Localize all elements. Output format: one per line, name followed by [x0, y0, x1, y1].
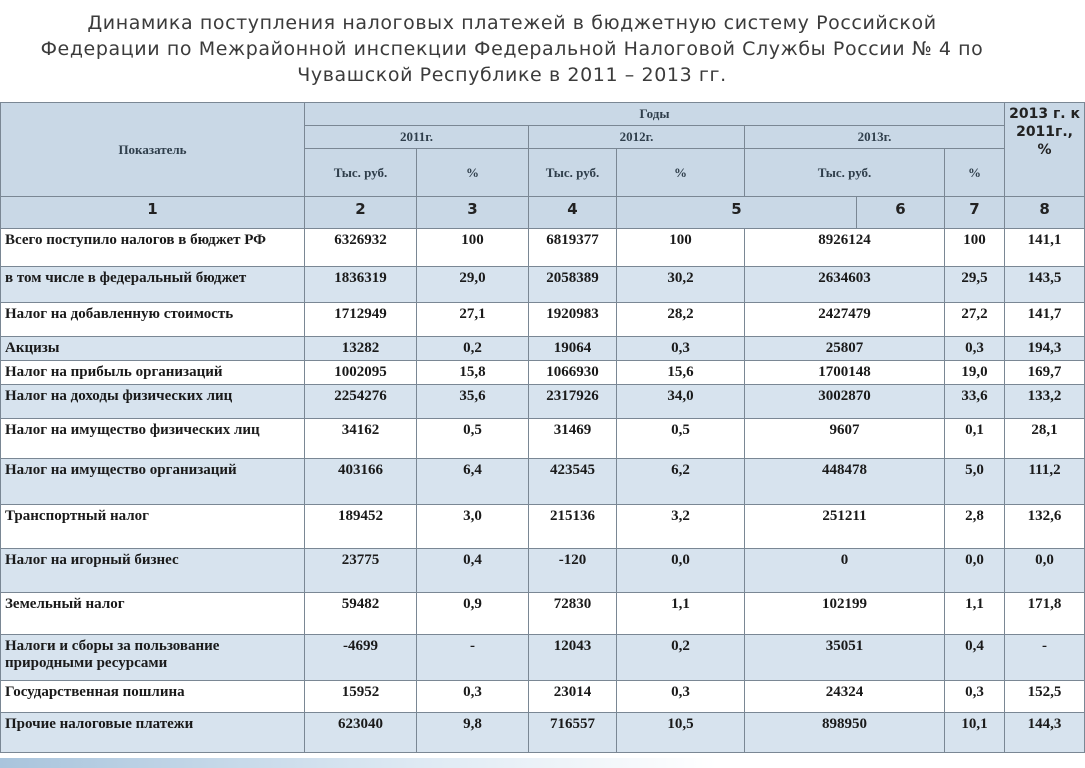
column-number-row: [1, 197, 1085, 229]
unit-header-2011: Тыс. руб.: [305, 149, 417, 197]
value-2013: 35051: [745, 635, 945, 681]
row-label: Налог на добавленную стоимость: [1, 303, 305, 337]
percent-2012: 10,5: [617, 713, 745, 753]
percent-2012: 30,2: [617, 267, 745, 303]
value-2011: -4699: [305, 635, 417, 681]
percent-2012: 34,0: [617, 385, 745, 419]
percent-2011: 9,8: [417, 713, 529, 753]
percent-2013: 0,4: [945, 635, 1005, 681]
percent-2011: 6,4: [417, 459, 529, 505]
percent-2012: 0,0: [617, 549, 745, 593]
value-2011: 1712949: [305, 303, 417, 337]
value-2012: 6819377: [529, 229, 617, 267]
row-label: Прочие налоговые платежи: [1, 713, 305, 753]
percent-2011: 0,3: [417, 681, 529, 713]
value-2013: 898950: [745, 713, 945, 753]
column-number: 3: [417, 197, 529, 229]
percent-2013: 0,0: [945, 549, 1005, 593]
percent-2011: 0,2: [417, 337, 529, 361]
percent-2013: 0,3: [945, 681, 1005, 713]
percent-2013: 29,5: [945, 267, 1005, 303]
value-2011: 1002095: [305, 361, 417, 385]
value-2011: 403166: [305, 459, 417, 505]
percent-2012: 0,5: [617, 419, 745, 459]
value-2011: 1836319: [305, 267, 417, 303]
percent-2011: -: [417, 635, 529, 681]
year-2013-header: 2013г.: [745, 126, 1005, 149]
table-row: [1, 385, 1085, 419]
value-2012: 2058389: [529, 267, 617, 303]
percent-2012: 0,3: [617, 681, 745, 713]
row-label: Акцизы: [1, 337, 305, 361]
row-label: Всего поступило налогов в бюджет РФ: [1, 229, 305, 267]
decorative-bottom-band: [0, 758, 1024, 768]
percent-2012: 15,6: [617, 361, 745, 385]
value-2012: 23014: [529, 681, 617, 713]
value-2012: 423545: [529, 459, 617, 505]
ratio-2013-2011: -: [1005, 635, 1085, 681]
value-2013: 1700148: [745, 361, 945, 385]
slide-title: Динамика поступления налоговых платежей в бюджетную систему Российской Федерации по Межрайонной инспекции Федеральной Налоговой Службы России № 4 по Чувашской Республике в 2011 – 2013 гг.: [40, 12, 984, 86]
percent-2011: 29,0: [417, 267, 529, 303]
value-2012: 1066930: [529, 361, 617, 385]
value-2011: 34162: [305, 419, 417, 459]
value-2013: 2634603: [745, 267, 945, 303]
pct-header-2011: %: [417, 149, 529, 197]
ratio-header: 2013 г. к 2011г., %: [1005, 103, 1085, 197]
percent-2011: 3,0: [417, 505, 529, 549]
value-2013: 9607: [745, 419, 945, 459]
percent-2011: 0,5: [417, 419, 529, 459]
years-header: Годы: [305, 103, 1005, 126]
table-row: [1, 593, 1085, 635]
value-2011: 13282: [305, 337, 417, 361]
percent-2013: 5,0: [945, 459, 1005, 505]
table-row: [1, 267, 1085, 303]
ratio-2013-2011: 141,1: [1005, 229, 1085, 267]
row-label: в том числе в федеральный бюджет: [1, 267, 305, 303]
percent-2012: 100: [617, 229, 745, 267]
ratio-2013-2011: 111,2: [1005, 459, 1085, 505]
percent-2012: 3,2: [617, 505, 745, 549]
value-2012: 19064: [529, 337, 617, 361]
percent-2011: 0,9: [417, 593, 529, 635]
table-row: [1, 419, 1085, 459]
column-number: 2: [305, 197, 417, 229]
value-2012: 12043: [529, 635, 617, 681]
value-2012: -120: [529, 549, 617, 593]
table-row: [1, 681, 1085, 713]
row-label: Налог на доходы физических лиц: [1, 385, 305, 419]
percent-2012: 1,1: [617, 593, 745, 635]
row-label: Земельный налог: [1, 593, 305, 635]
value-2011: 623040: [305, 713, 417, 753]
column-number: 1: [1, 197, 305, 229]
column-number: 8: [1005, 197, 1085, 229]
percent-2011: 35,6: [417, 385, 529, 419]
value-2013: 448478: [745, 459, 945, 505]
percent-2013: 27,2: [945, 303, 1005, 337]
percent-2013: 10,1: [945, 713, 1005, 753]
value-2011: 59482: [305, 593, 417, 635]
percent-2013: 19,0: [945, 361, 1005, 385]
value-2012: 72830: [529, 593, 617, 635]
row-label: Налоги и сборы за пользование природными ресурсами: [1, 635, 305, 681]
value-2012: 2317926: [529, 385, 617, 419]
table-body: [1, 229, 1085, 753]
ratio-2013-2011: 144,3: [1005, 713, 1085, 753]
value-2013: 25807: [745, 337, 945, 361]
percent-2011: 100: [417, 229, 529, 267]
percent-2013: 33,6: [945, 385, 1005, 419]
row-label: Государственная пошлина: [1, 681, 305, 713]
year-2012-header: 2012г.: [529, 126, 745, 149]
value-2013: 24324: [745, 681, 945, 713]
indicator-header: Показатель: [1, 103, 305, 197]
percent-2013: 100: [945, 229, 1005, 267]
ratio-2013-2011: 132,6: [1005, 505, 1085, 549]
value-2012: 1920983: [529, 303, 617, 337]
value-2012: 716557: [529, 713, 617, 753]
percent-2013: 2,8: [945, 505, 1005, 549]
ratio-2013-2011: 0,0: [1005, 549, 1085, 593]
value-2013: 251211: [745, 505, 945, 549]
percent-2011: 27,1: [417, 303, 529, 337]
value-2011: 189452: [305, 505, 417, 549]
value-2011: 15952: [305, 681, 417, 713]
tax-revenue-table: [0, 102, 1085, 753]
value-2012: 31469: [529, 419, 617, 459]
unit-header-2013: Тыс. руб.: [745, 149, 945, 197]
ratio-2013-2011: 28,1: [1005, 419, 1085, 459]
value-2012: 215136: [529, 505, 617, 549]
ratio-2013-2011: 143,5: [1005, 267, 1085, 303]
ratio-2013-2011: 133,2: [1005, 385, 1085, 419]
percent-2012: 0,3: [617, 337, 745, 361]
ratio-2013-2011: 141,7: [1005, 303, 1085, 337]
table-row: [1, 337, 1085, 361]
value-2013: 0: [745, 549, 945, 593]
column-number: 6: [857, 197, 945, 229]
row-label: Налог на прибыль организаций: [1, 361, 305, 385]
value-2013: 3002870: [745, 385, 945, 419]
percent-2013: 0,1: [945, 419, 1005, 459]
percent-2011: 0,4: [417, 549, 529, 593]
percent-2012: 28,2: [617, 303, 745, 337]
column-number: 7: [945, 197, 1005, 229]
percent-2012: 6,2: [617, 459, 745, 505]
table-row: [1, 713, 1085, 753]
table-row: [1, 635, 1085, 681]
row-label: Налог на имущество физических лиц: [1, 419, 305, 459]
percent-2012: 0,2: [617, 635, 745, 681]
table-row: [1, 303, 1085, 337]
table-row: [1, 229, 1085, 267]
value-2011: 2254276: [305, 385, 417, 419]
table-row: [1, 459, 1085, 505]
value-2013: 2427479: [745, 303, 945, 337]
pct-header-2013: %: [945, 149, 1005, 197]
table-row: [1, 549, 1085, 593]
row-label: Транспортный налог: [1, 505, 305, 549]
percent-2013: 0,3: [945, 337, 1005, 361]
table-row: [1, 505, 1085, 549]
ratio-2013-2011: 194,3: [1005, 337, 1085, 361]
row-label: Налог на имущество организаций: [1, 459, 305, 505]
value-2011: 23775: [305, 549, 417, 593]
value-2013: 102199: [745, 593, 945, 635]
row-label: Налог на игорный бизнес: [1, 549, 305, 593]
ratio-2013-2011: 171,8: [1005, 593, 1085, 635]
value-2011: 6326932: [305, 229, 417, 267]
column-number: 5: [617, 197, 857, 229]
unit-header-2012: Тыс. руб.: [529, 149, 617, 197]
value-2013: 8926124: [745, 229, 945, 267]
pct-header-2012: %: [617, 149, 745, 197]
ratio-2013-2011: 169,7: [1005, 361, 1085, 385]
percent-2011: 15,8: [417, 361, 529, 385]
column-number: 4: [529, 197, 617, 229]
year-2011-header: 2011г.: [305, 126, 529, 149]
percent-2013: 1,1: [945, 593, 1005, 635]
table-row: [1, 361, 1085, 385]
ratio-2013-2011: 152,5: [1005, 681, 1085, 713]
table-header: [1, 103, 1085, 229]
